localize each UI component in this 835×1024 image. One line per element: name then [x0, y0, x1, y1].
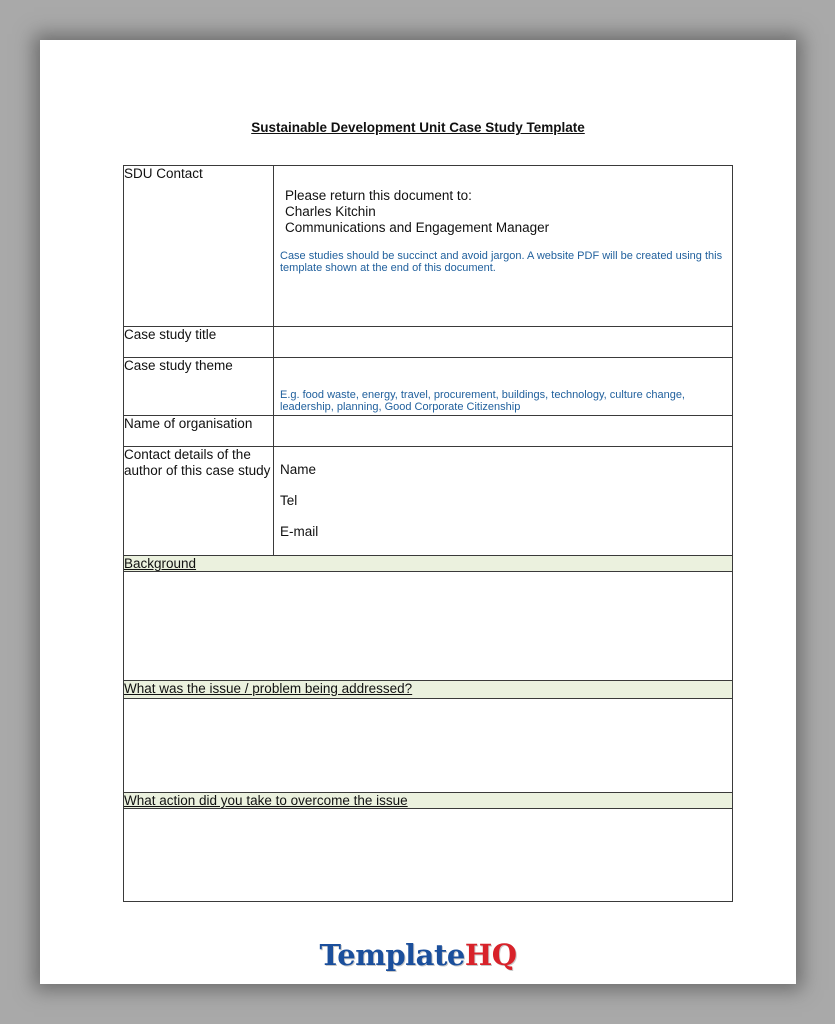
contact-role: Communications and Engagement Manager [285, 220, 550, 235]
document-title: Sustainable Development Unit Case Study Template [251, 120, 585, 135]
organisation-input[interactable] [274, 416, 733, 447]
theme-hint: E.g. food waste, energy, travel, procurement, buildings, technology, culture change, leadership, planning, Good Corporate Citizenship [280, 389, 685, 413]
row-contact-details [124, 447, 733, 556]
logo-part-template: Template [319, 938, 465, 972]
row-organisation [124, 416, 733, 447]
contact-field-email: E-mail [280, 524, 319, 539]
contact-field-name: Name [280, 462, 317, 477]
sdu-contact-cell [274, 166, 733, 327]
organisation-label: Name of organisation [124, 416, 274, 447]
sdu-contact-label: SDU Contact [124, 166, 274, 327]
action-header: What action did you take to overcome the issue [124, 793, 733, 809]
guidance-note: Case studies should be succinct and avoid jargon. A website PDF will be created using this template shown at the end of this document. [280, 250, 723, 274]
row-action-body [124, 809, 733, 902]
row-issue-body [124, 699, 733, 793]
background-input[interactable] [124, 572, 733, 681]
action-input[interactable] [124, 809, 733, 902]
issue-input[interactable] [124, 699, 733, 793]
case-study-form [123, 165, 733, 902]
logo-part-hq: HQ [464, 938, 517, 972]
document-page [40, 40, 796, 984]
row-action-header [124, 793, 733, 809]
contact-details-label: Contact details of the author of this case study [124, 447, 274, 556]
row-background-body [124, 572, 733, 681]
case-study-theme-label: Case study theme [124, 358, 274, 416]
row-issue-header [124, 681, 733, 699]
contact-field-tel: Tel [280, 493, 298, 508]
contact-name: Charles Kitchin [285, 204, 376, 219]
row-case-study-theme [124, 358, 733, 416]
issue-header: What was the issue / problem being addressed? [124, 681, 733, 699]
background-header: Background [124, 556, 733, 572]
case-study-title-label: Case study title [124, 327, 274, 358]
templatehq-logo [40, 938, 796, 972]
return-instruction: Please return this document to: [285, 188, 472, 203]
row-background-header [124, 556, 733, 572]
row-sdu-contact [124, 166, 733, 327]
case-study-title-input[interactable] [274, 327, 733, 358]
contact-details-cell[interactable] [274, 447, 733, 556]
row-case-study-title [124, 327, 733, 358]
case-study-theme-input[interactable] [274, 358, 733, 416]
